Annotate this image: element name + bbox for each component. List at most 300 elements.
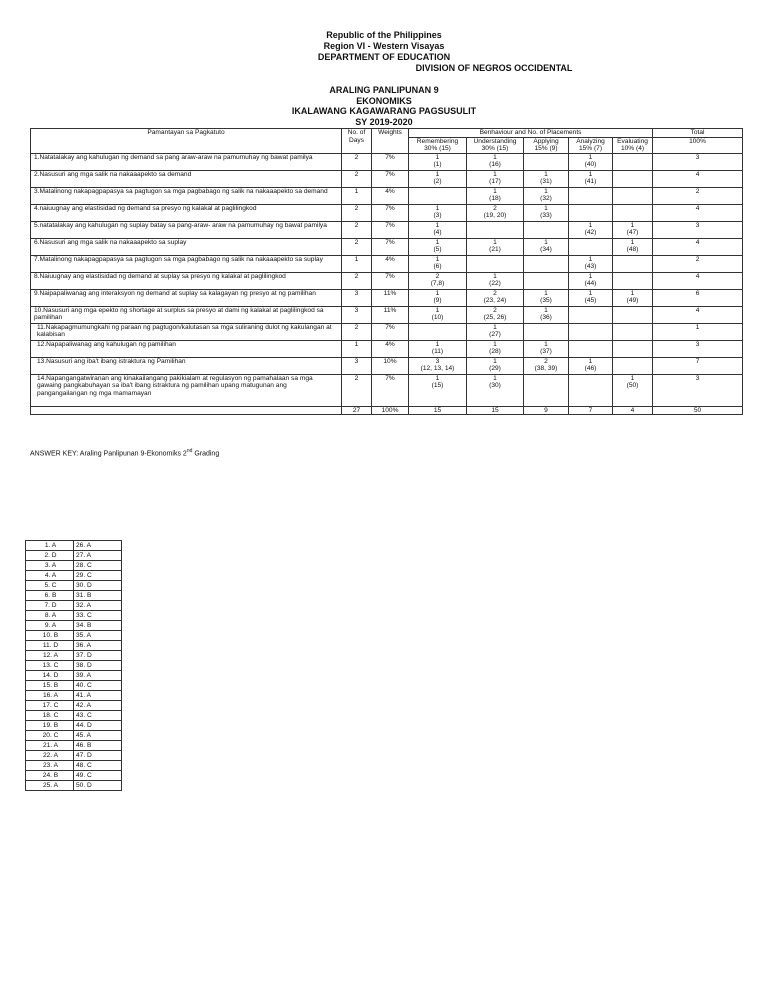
- table-row: [31, 170, 743, 187]
- item-count: 1: [588, 357, 593, 365]
- table-row: [31, 306, 743, 323]
- placement-cell: [524, 221, 569, 238]
- competency-cell: 7.Matalinong nakapagpapasya sa pagtugon sa mga pagbabago ng salik na nakaaapekto sa suplay: [31, 255, 342, 272]
- total-cell: 6: [653, 289, 743, 306]
- placement-cell: [569, 255, 613, 272]
- answer-key-row: [26, 631, 122, 641]
- total-cell: 3: [653, 221, 743, 238]
- answer-left: 12. A: [26, 651, 74, 661]
- answer-key-row: [26, 601, 122, 611]
- answer-left: 22. A: [26, 751, 74, 761]
- answer-left: 21. A: [26, 741, 74, 751]
- weight-cell: 4%: [372, 340, 409, 357]
- answer-right: 33. C: [74, 611, 122, 621]
- days-cell: 1: [342, 340, 372, 357]
- answer-left: 20. C: [26, 731, 74, 741]
- days-cell: 3: [342, 306, 372, 323]
- item-numbers: (16): [489, 161, 501, 169]
- placement-cell: [409, 187, 467, 204]
- placement-cell: [524, 357, 569, 374]
- answer-left: 7. D: [26, 601, 74, 611]
- table-row: [31, 238, 743, 255]
- document-header: [0, 30, 768, 74]
- answer-left: 24. B: [26, 771, 74, 781]
- item-count: 1: [435, 204, 440, 212]
- placement-cell: [524, 289, 569, 306]
- item-count: 1: [544, 170, 548, 178]
- answer-right: 26. A: [74, 541, 122, 551]
- answer-key-row: [26, 761, 122, 771]
- placement-cell: [409, 153, 467, 170]
- item-numbers: (29): [489, 365, 501, 373]
- header-days: No. of Days: [342, 129, 372, 154]
- placement-cell: [409, 323, 467, 340]
- item-numbers: (46): [584, 365, 597, 373]
- competency-cell: 13.Nasusuri ang iba't ibang istraktura ng Pamilihan: [31, 357, 342, 374]
- item-numbers: (31): [540, 178, 552, 186]
- item-numbers: (9): [433, 297, 442, 305]
- header-total: Total: [653, 129, 743, 138]
- days-cell: 2: [342, 153, 372, 170]
- item-numbers: (21): [489, 246, 501, 254]
- item-count: 1: [493, 357, 497, 365]
- answer-key-table: [25, 540, 122, 791]
- weight-cell: 4%: [372, 187, 409, 204]
- item-count: 1: [630, 289, 635, 297]
- answer-key-row: [26, 691, 122, 701]
- table-row: [31, 323, 743, 340]
- placement-cell: [613, 238, 653, 255]
- answer-key-row: [26, 711, 122, 721]
- answer-right: 38. D: [74, 661, 122, 671]
- placement-cell: [524, 187, 569, 204]
- total-cell: 4: [653, 306, 743, 323]
- days-cell: 3: [342, 289, 372, 306]
- competency-cell: 2.Nasusuri ang mga salik na nakaaapekto sa demand: [31, 170, 342, 187]
- answer-key-row: [26, 571, 122, 581]
- item-count: 1: [588, 221, 593, 229]
- placement-cell: [569, 153, 613, 170]
- competency-cell: 14.Napangangatwiranan ang kinakailangang pakikialam at regulasyon ng pamahalaan sa mga gawaing pangkabuhayan sa iba't ibang istraktura ng pamilihan upang matugunan ang pangangailangan ng mga mamamayan: [31, 374, 342, 406]
- item-numbers: (27): [489, 331, 501, 339]
- item-count: 1: [435, 238, 440, 246]
- answer-key-row: [26, 581, 122, 591]
- placement-cell: [613, 272, 653, 289]
- placement-cell: [467, 272, 524, 289]
- answer-key-row: [26, 591, 122, 601]
- item-count: 1: [544, 289, 548, 297]
- item-count: 1: [435, 374, 440, 382]
- table-body: [31, 153, 743, 415]
- placement-cell: [613, 204, 653, 221]
- item-count: 1: [493, 374, 497, 382]
- item-numbers: (49): [626, 297, 639, 305]
- competency-cell: 5.natatalakay ang kahulugan ng suplay batay sa pang-araw- araw na pamumuhay ng bawat pamilya: [31, 221, 342, 238]
- answer-key-label-end: Grading: [192, 450, 220, 458]
- placement-cell: [569, 340, 613, 357]
- item-numbers: (6): [433, 263, 442, 271]
- item-numbers: (28): [489, 348, 501, 356]
- item-numbers: (19, 20): [483, 212, 507, 220]
- item-numbers: (17): [489, 178, 501, 186]
- item-numbers: (1): [433, 161, 442, 169]
- placement-cell: [524, 204, 569, 221]
- item-count: 1: [588, 170, 593, 178]
- item-numbers: (40): [584, 161, 597, 169]
- competency-cell: 11.Nakapagmumungkahi ng paraan ng pagtugon/kalutasan sa mga suliraning dulot ng kakulangan at kalabisan: [31, 323, 342, 340]
- weight-cell: 11%: [372, 306, 409, 323]
- placement-cell: [467, 289, 524, 306]
- table-row: [31, 289, 743, 306]
- item-count: 1: [544, 204, 548, 212]
- item-count: 3: [435, 357, 440, 365]
- table-row: [31, 255, 743, 272]
- header-level-remembering: Remembering 30% (15): [409, 137, 467, 153]
- item-numbers: (23, 24): [483, 297, 507, 305]
- answer-key-label: [30, 448, 219, 457]
- item-count: 1: [493, 323, 497, 331]
- answer-key-label-text: ANSWER KEY: Araling Panlipunan 9-Ekonomiks 2: [30, 450, 187, 458]
- answer-key-row: [26, 651, 122, 661]
- answer-left: 14. D: [26, 671, 74, 681]
- answer-key-row: [26, 541, 122, 551]
- item-numbers: (18): [489, 195, 501, 203]
- answer-left: 10. B: [26, 631, 74, 641]
- placement-cell: [409, 340, 467, 357]
- totals-level: 9: [524, 406, 569, 415]
- header-total-percent: 100%: [653, 137, 743, 153]
- item-numbers: (44): [584, 280, 597, 288]
- answer-right: 40. C: [74, 681, 122, 691]
- weight-cell: 7%: [372, 272, 409, 289]
- header-level-applying: Applying 15% (9): [524, 137, 569, 153]
- placement-cell: [409, 221, 467, 238]
- item-numbers: (37): [540, 348, 552, 356]
- placement-cell: [613, 323, 653, 340]
- placement-cell: [467, 306, 524, 323]
- placement-cell: [467, 204, 524, 221]
- item-numbers: (42): [584, 229, 597, 237]
- answer-key-row: [26, 561, 122, 571]
- placement-cell: [524, 153, 569, 170]
- totals-label: [31, 406, 342, 415]
- placement-cell: [467, 238, 524, 255]
- placement-cell: [613, 170, 653, 187]
- table-of-specifications: [30, 128, 743, 415]
- placement-cell: [569, 238, 613, 255]
- days-cell: 2: [342, 272, 372, 289]
- table-row: [31, 374, 743, 406]
- answer-right: 28. C: [74, 561, 122, 571]
- item-numbers: (36): [540, 314, 552, 322]
- placement-cell: [467, 357, 524, 374]
- placement-cell: [467, 340, 524, 357]
- placement-cell: [524, 170, 569, 187]
- competency-cell: 12.Napapaliwanag ang kahulugan ng pamilihan: [31, 340, 342, 357]
- total-cell: 4: [653, 204, 743, 221]
- placement-cell: [409, 204, 467, 221]
- header-weights: Weights: [372, 129, 409, 154]
- days-cell: 2: [342, 323, 372, 340]
- item-count: 1: [544, 238, 548, 246]
- item-numbers: (41): [584, 178, 597, 186]
- placement-cell: [409, 170, 467, 187]
- placement-cell: [524, 323, 569, 340]
- totals-level: 4: [613, 406, 653, 415]
- item-count: 1: [493, 170, 497, 178]
- answer-right: 50. D: [74, 781, 122, 791]
- weight-cell: 7%: [372, 374, 409, 406]
- placement-cell: [409, 289, 467, 306]
- total-cell: 3: [653, 340, 743, 357]
- placement-cell: [569, 323, 613, 340]
- answer-left: 13. C: [26, 661, 74, 671]
- total-cell: 1: [653, 323, 743, 340]
- weight-cell: 7%: [372, 238, 409, 255]
- total-cell: 3: [653, 153, 743, 170]
- placement-cell: [409, 255, 467, 272]
- placement-cell: [569, 272, 613, 289]
- answer-key-row: [26, 721, 122, 731]
- placement-cell: [569, 187, 613, 204]
- table-row: [31, 340, 743, 357]
- placement-cell: [613, 187, 653, 204]
- answer-right: 42. A: [74, 701, 122, 711]
- answer-left: 25. A: [26, 781, 74, 791]
- competency-cell: 10.Nasusuri ang mga epekto ng shortage at surplus sa presyo at dami ng kalakal at paglilingkod sa pamilihan: [31, 306, 342, 323]
- item-count: 1: [588, 153, 593, 161]
- item-count: 2: [493, 204, 497, 212]
- total-cell: 2: [653, 187, 743, 204]
- days-cell: 1: [342, 187, 372, 204]
- competency-cell: 4.naiuugnay ang elastisidad ng demand sa presyo ng kalakal at paglilingkod: [31, 204, 342, 221]
- weight-cell: 7%: [372, 204, 409, 221]
- answer-right: 45. A: [74, 731, 122, 741]
- item-count: 2: [435, 272, 440, 280]
- days-cell: 2: [342, 238, 372, 255]
- placement-cell: [409, 306, 467, 323]
- item-numbers: (3): [433, 212, 442, 220]
- item-count: 1: [588, 255, 593, 263]
- header-behaviour: Benhaviour and No. of Placements: [409, 129, 653, 138]
- weight-cell: 7%: [372, 221, 409, 238]
- answer-right: 30. D: [74, 581, 122, 591]
- table-row: [31, 272, 743, 289]
- answer-key-row: [26, 681, 122, 691]
- item-numbers: (4): [433, 229, 442, 237]
- placement-cell: [467, 153, 524, 170]
- item-numbers: (50): [626, 382, 639, 390]
- item-count: 1: [493, 153, 497, 161]
- placement-cell: [613, 289, 653, 306]
- table-row: [31, 221, 743, 238]
- item-numbers: (47): [626, 229, 639, 237]
- answer-left: 5. C: [26, 581, 74, 591]
- item-count: 1: [435, 221, 440, 229]
- placement-cell: [409, 238, 467, 255]
- answer-left: 8. A: [26, 611, 74, 621]
- placement-cell: [524, 238, 569, 255]
- item-count: 1: [435, 289, 440, 297]
- item-numbers: (15): [431, 382, 444, 390]
- item-count: 1: [493, 187, 497, 195]
- total-cell: 7: [653, 357, 743, 374]
- item-count: 1: [435, 170, 440, 178]
- table-row: [31, 204, 743, 221]
- placement-cell: [524, 374, 569, 406]
- placement-cell: [613, 221, 653, 238]
- days-cell: 3: [342, 357, 372, 374]
- header-line-3: DEPARTMENT OF EDUCATION: [317, 52, 451, 62]
- item-count: 1: [630, 238, 635, 246]
- item-numbers: (45): [584, 297, 597, 305]
- item-numbers: (32): [540, 195, 552, 203]
- placement-cell: [409, 272, 467, 289]
- answer-left: 1. A: [26, 541, 74, 551]
- placement-cell: [524, 340, 569, 357]
- table-row: [31, 187, 743, 204]
- weight-cell: 7%: [372, 153, 409, 170]
- competency-cell: 6.Nasusuri ang mga salik na nakaaapekto sa suplay: [31, 238, 342, 255]
- item-count: 1: [544, 340, 548, 348]
- answer-right: 37. D: [74, 651, 122, 661]
- placement-cell: [613, 306, 653, 323]
- item-numbers: (2): [433, 178, 442, 186]
- title-line-1: ARALING PANLIPUNAN 9: [329, 85, 439, 95]
- item-count: 1: [435, 255, 440, 263]
- placement-cell: [524, 255, 569, 272]
- item-count: 1: [588, 272, 593, 280]
- answer-left: 3. A: [26, 561, 74, 571]
- item-count: 1: [493, 340, 497, 348]
- weight-cell: 10%: [372, 357, 409, 374]
- placement-cell: [613, 153, 653, 170]
- weight-cell: 7%: [372, 170, 409, 187]
- totals-level: 7: [569, 406, 613, 415]
- placement-cell: [467, 170, 524, 187]
- answer-left: 6. B: [26, 591, 74, 601]
- placement-cell: [569, 306, 613, 323]
- competency-cell: 8.Naiuugnay ang elastisidad ng demand at suplay sa presyo ng kalakal at paglilingkod: [31, 272, 342, 289]
- title-line-3: IKALAWANG KAGAWARANG PAGSUSULIT: [291, 106, 477, 116]
- item-numbers: (48): [626, 246, 639, 254]
- item-numbers: (33): [540, 212, 552, 220]
- days-cell: 2: [342, 204, 372, 221]
- answer-right: 44. D: [74, 721, 122, 731]
- header-line-4: DIVISION OF NEGROS OCCIDENTAL: [415, 63, 573, 73]
- title-line-4: SY 2019-2020: [355, 116, 413, 127]
- item-count: 2: [493, 306, 497, 314]
- answer-key-row: [26, 661, 122, 671]
- answer-right: 34. B: [74, 621, 122, 631]
- item-numbers: (34): [540, 246, 552, 254]
- header-line-2: Region VI - Western Visayas: [323, 41, 445, 51]
- item-count: 1: [544, 187, 548, 195]
- days-cell: 2: [342, 170, 372, 187]
- answer-left: 18. C: [26, 711, 74, 721]
- item-count: 1: [588, 289, 593, 297]
- answer-key-row: [26, 641, 122, 651]
- answer-key-row: [26, 751, 122, 761]
- item-count: 1: [493, 272, 497, 280]
- placement-cell: [613, 340, 653, 357]
- answer-left: 9. A: [26, 621, 74, 631]
- header-competency: Pamantayan sa Pagkatuto: [31, 129, 342, 154]
- answer-key-row: [26, 741, 122, 751]
- placement-cell: [613, 374, 653, 406]
- item-numbers: (25, 26): [483, 314, 507, 322]
- placement-cell: [409, 357, 467, 374]
- totals-level: 15: [409, 406, 467, 415]
- answer-right: 35. A: [74, 631, 122, 641]
- total-cell: 3: [653, 374, 743, 406]
- item-numbers: (12, 13, 14): [420, 365, 455, 373]
- placement-cell: [467, 323, 524, 340]
- table-row: [31, 357, 743, 374]
- answer-right: 48. C: [74, 761, 122, 771]
- placement-cell: [569, 204, 613, 221]
- placement-cell: [569, 221, 613, 238]
- answer-key-row: [26, 781, 122, 791]
- item-count: 1: [630, 221, 635, 229]
- placement-cell: [467, 374, 524, 406]
- answer-key-row: [26, 731, 122, 741]
- days-cell: 2: [342, 221, 372, 238]
- answer-right: 32. A: [74, 601, 122, 611]
- totals-total: 50: [653, 406, 743, 415]
- header-level-analyzing: Analyzing 15% (7): [569, 137, 613, 153]
- placement-cell: [467, 255, 524, 272]
- answer-left: 4. A: [26, 571, 74, 581]
- answer-left: 2. D: [26, 551, 74, 561]
- answer-key-row: [26, 611, 122, 621]
- placement-cell: [409, 374, 467, 406]
- answer-left: 11. D: [26, 641, 74, 651]
- header-line-1: Republic of the Philippines: [326, 30, 442, 40]
- answer-key-row: [26, 771, 122, 781]
- item-numbers: (22): [489, 280, 501, 288]
- weight-cell: 11%: [372, 289, 409, 306]
- placement-cell: [569, 374, 613, 406]
- answer-right: 49. C: [74, 771, 122, 781]
- answer-key-row: [26, 701, 122, 711]
- answer-right: 29. C: [74, 571, 122, 581]
- answer-left: 19. B: [26, 721, 74, 731]
- totals-row: [31, 406, 743, 415]
- competency-cell: 1.Natatalakay ang kahulugan ng demand sa pang araw-araw na pamumuhay ng bawat pamilya: [31, 153, 342, 170]
- item-numbers: (7,8): [430, 280, 445, 288]
- total-cell: 2: [653, 255, 743, 272]
- answer-left: 23. A: [26, 761, 74, 771]
- weight-cell: 4%: [372, 255, 409, 272]
- item-numbers: (10): [431, 314, 444, 322]
- answer-right: 46. B: [74, 741, 122, 751]
- placement-cell: [569, 357, 613, 374]
- item-numbers: (35): [540, 297, 552, 305]
- placement-cell: [613, 255, 653, 272]
- answer-right: 39. A: [74, 671, 122, 681]
- answer-right: 36. A: [74, 641, 122, 651]
- table-row: [31, 153, 743, 170]
- item-count: 2: [493, 289, 497, 297]
- days-cell: 1: [342, 255, 372, 272]
- answer-left: 15. B: [26, 681, 74, 691]
- item-numbers: (38, 39): [534, 365, 558, 373]
- header-level-evaluating: Evaluating 10% (4): [613, 137, 653, 153]
- placement-cell: [467, 221, 524, 238]
- answer-key-row: [26, 671, 122, 681]
- exam-title: [0, 85, 768, 127]
